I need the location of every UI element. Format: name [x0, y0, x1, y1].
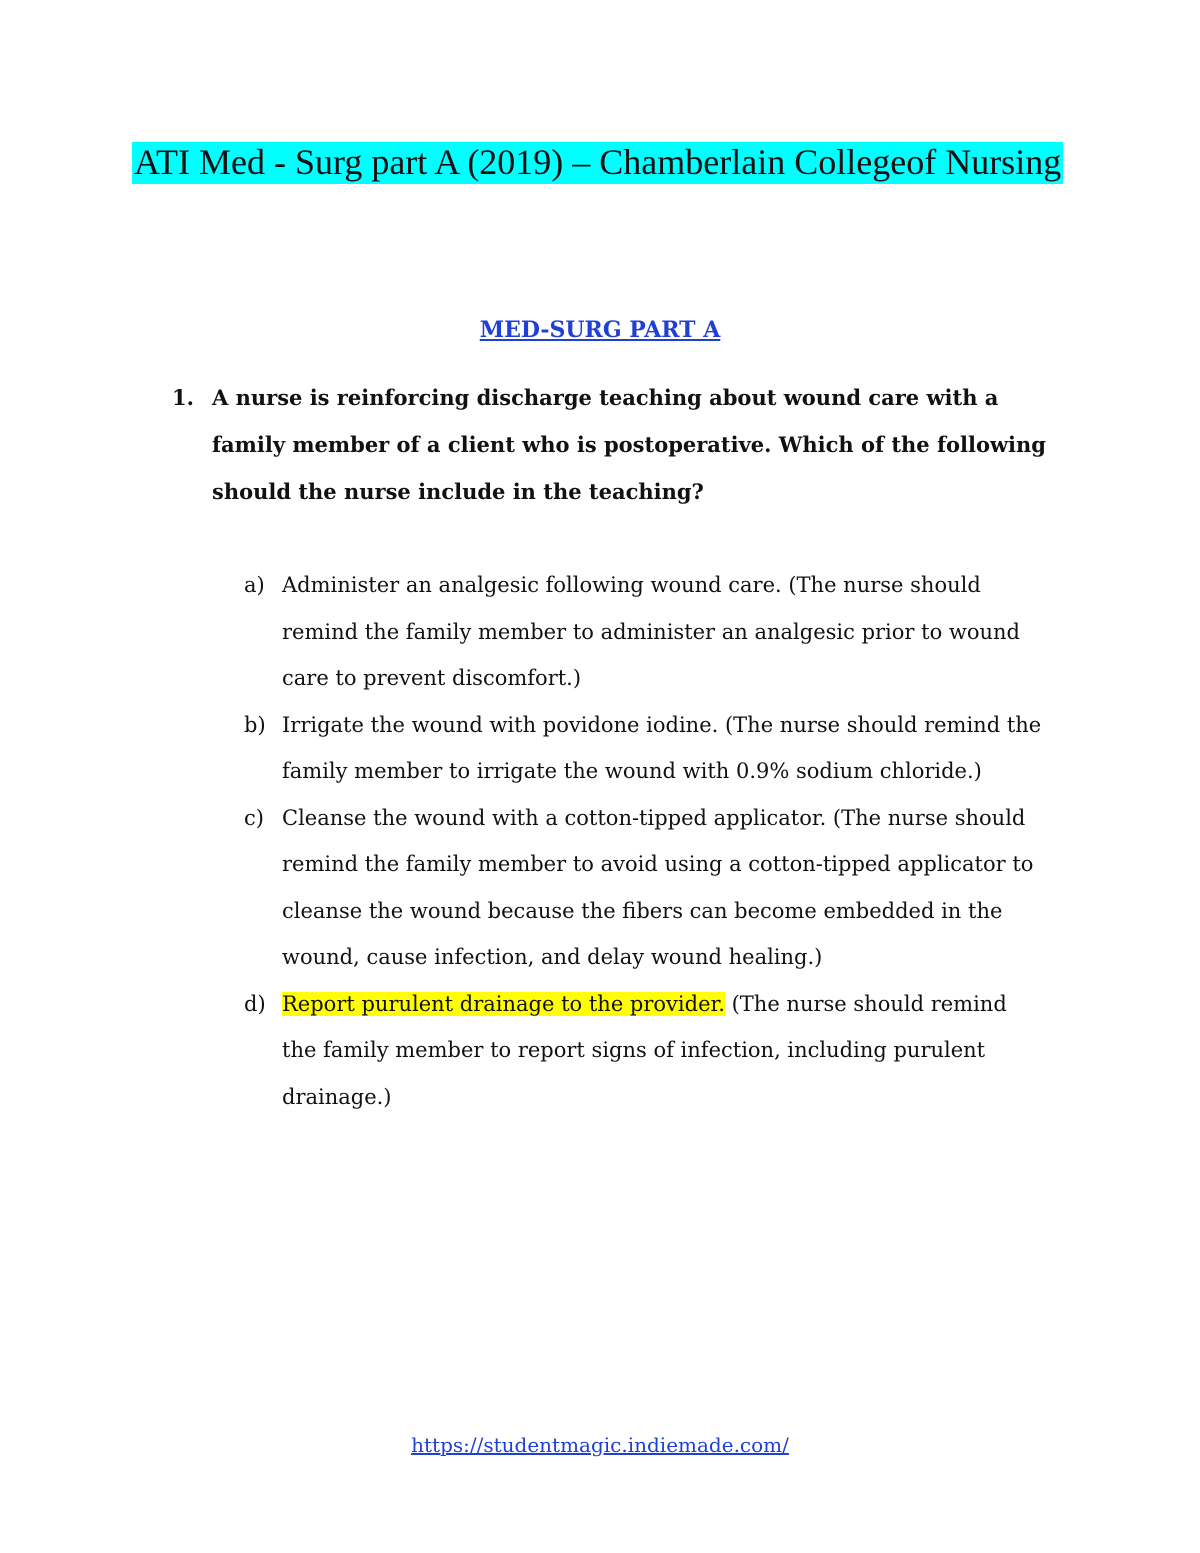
document-title — [132, 140, 1063, 184]
section-heading: MED-SURG PART A — [479, 317, 721, 343]
document-title-text: ATI Med - Surg part A (2019) – Chamberlain Collegeof Nursing — [134, 142, 1062, 182]
footer — [0, 1430, 1200, 1460]
footer-link[interactable]: https://studentmagic.indiemade.com/ — [411, 1433, 789, 1457]
answer-options — [244, 562, 1044, 1120]
option-b — [244, 702, 1044, 795]
option-letter: b) — [244, 712, 266, 737]
option-a — [244, 562, 1044, 702]
option-d — [244, 981, 1044, 1121]
option-text: Cleanse the wound with a cotton-tipped applicator. (The nurse should remind the family member to avoid using a cotton-tipped applicator to cleanse the wound because the fibers can become embedded in the wound, cause infection, and delay wound healing.) — [282, 805, 1034, 969]
question-number: 1. — [172, 385, 194, 410]
option-text: Irrigate the wound with povidone iodine. (The nurse should remind the family member to irrigate the wound with 0.9% sodium chloride.) — [282, 712, 1042, 783]
option-text: Administer an analgesic following wound care. (The nurse should remind the family member to administer an analgesic prior to wound care to prevent discomfort.) — [282, 573, 1020, 690]
option-letter: a) — [244, 573, 265, 597]
correct-answer-highlight: Report purulent drainage to the provider. — [282, 991, 725, 1016]
question-1 — [172, 374, 1072, 515]
question-text: A nurse is reinforcing discharge teaching about wound care with a family member of a client who is postoperative. Which of the following should the nurse include in the teaching? — [212, 385, 1046, 504]
option-letter: d) — [244, 991, 266, 1016]
option-rationale: (The nurse should remind the family member to report signs of infection, including purulent drainage.) — [282, 991, 1007, 1109]
option-letter: c) — [244, 805, 264, 830]
option-c — [244, 795, 1044, 981]
option-text-container — [282, 981, 1042, 1121]
